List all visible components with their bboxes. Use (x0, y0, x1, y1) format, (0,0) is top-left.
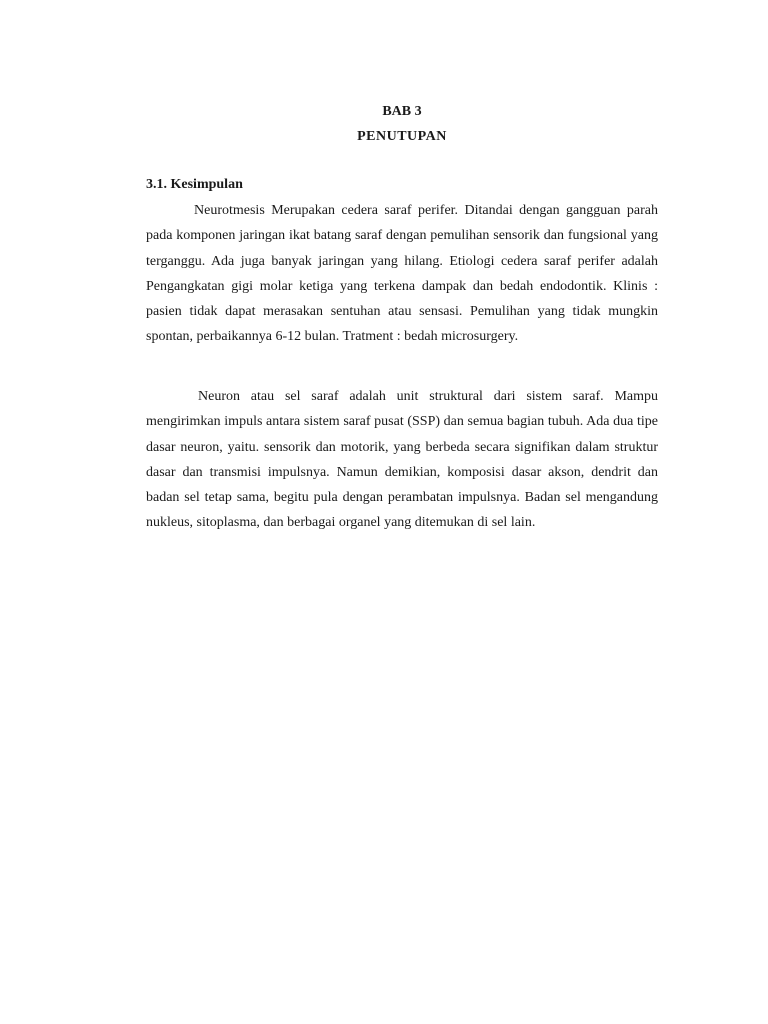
section-heading: 3.1. Kesimpulan (146, 177, 243, 192)
paragraph-neurotmesis: Neurotmesis Merupakan cedera saraf perifer. Ditandai dengan gangguan parah pada komponen jaringan ikat batang saraf dengan pemulihan sensorik dan fungsional yang terganggu. Ada juga banyak jaringan yang hilang. Etiologi cedera saraf perifer adalah Pengangkatan gigi molar ketiga yang terkena dampak dan bedah endodontik. Klinis : pasien tidak dapat merasakan sentuhan atau sensasi. Pemulihan yang tidak mungkin spontan, perbaikannya 6-12 bulan. Tratment : bedah microsurgery. (146, 203, 658, 345)
chapter-title: PENUTUPAN (357, 129, 447, 144)
chapter-heading: BAB 3 (382, 104, 422, 119)
paragraph-neuron: Neuron atau sel saraf adalah unit struktural dari sistem saraf. Mampu mengirimkan impuls antara sistem saraf pusat (SSP) dan semua bagian tubuh. Ada dua tipe dasar neuron, yaitu. sensorik dan motorik, yang berbeda secara signifikan dalam struktur dasar dan transmisi impulsnya. Namun demikian, komposisi dasar akson, dendrit dan badan sel tetap sama, begitu pula dengan perambatan impulsnya. Badan sel mengandung nukleus, sitoplasma, dan berbagai organel yang ditemukan di sel lain. (146, 389, 658, 531)
